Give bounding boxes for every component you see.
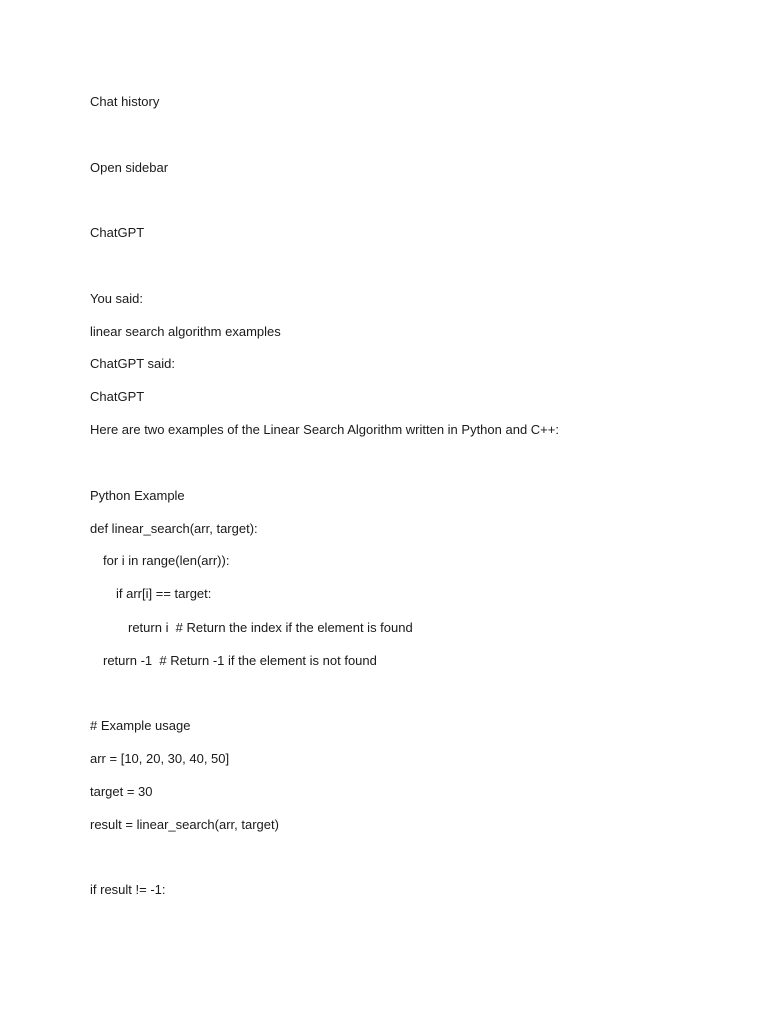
user-label: You said: [90, 291, 144, 306]
code-line: # Example usage [90, 718, 191, 733]
user-message: linear search algorithm examples [90, 324, 281, 339]
code-line: if result != -1: [90, 882, 166, 897]
code-line: return -1 # Return -1 if the element is not found [103, 653, 377, 668]
section-title: Python Example [90, 488, 185, 503]
chat-history-text: Chat history [90, 94, 160, 109]
code-line: return i # Return the index if the element is found [128, 620, 413, 635]
app-name-text: ChatGPT [90, 225, 145, 240]
code-line: result = linear_search(arr, target) [90, 817, 279, 832]
code-line: arr = [10, 20, 30, 40, 50] [90, 751, 230, 766]
assistant-label: ChatGPT said: [90, 356, 176, 371]
open-sidebar-text: Open sidebar [90, 160, 169, 175]
code-line: def linear_search(arr, target): [90, 521, 258, 536]
code-line: for i in range(len(arr)): [103, 553, 230, 568]
assistant-name: ChatGPT [90, 389, 145, 404]
assistant-intro: Here are two examples of the Linear Search Algorithm written in Python and C++: [90, 422, 559, 437]
code-line: target = 30 [90, 784, 153, 799]
code-line: if arr[i] == target: [116, 586, 212, 601]
